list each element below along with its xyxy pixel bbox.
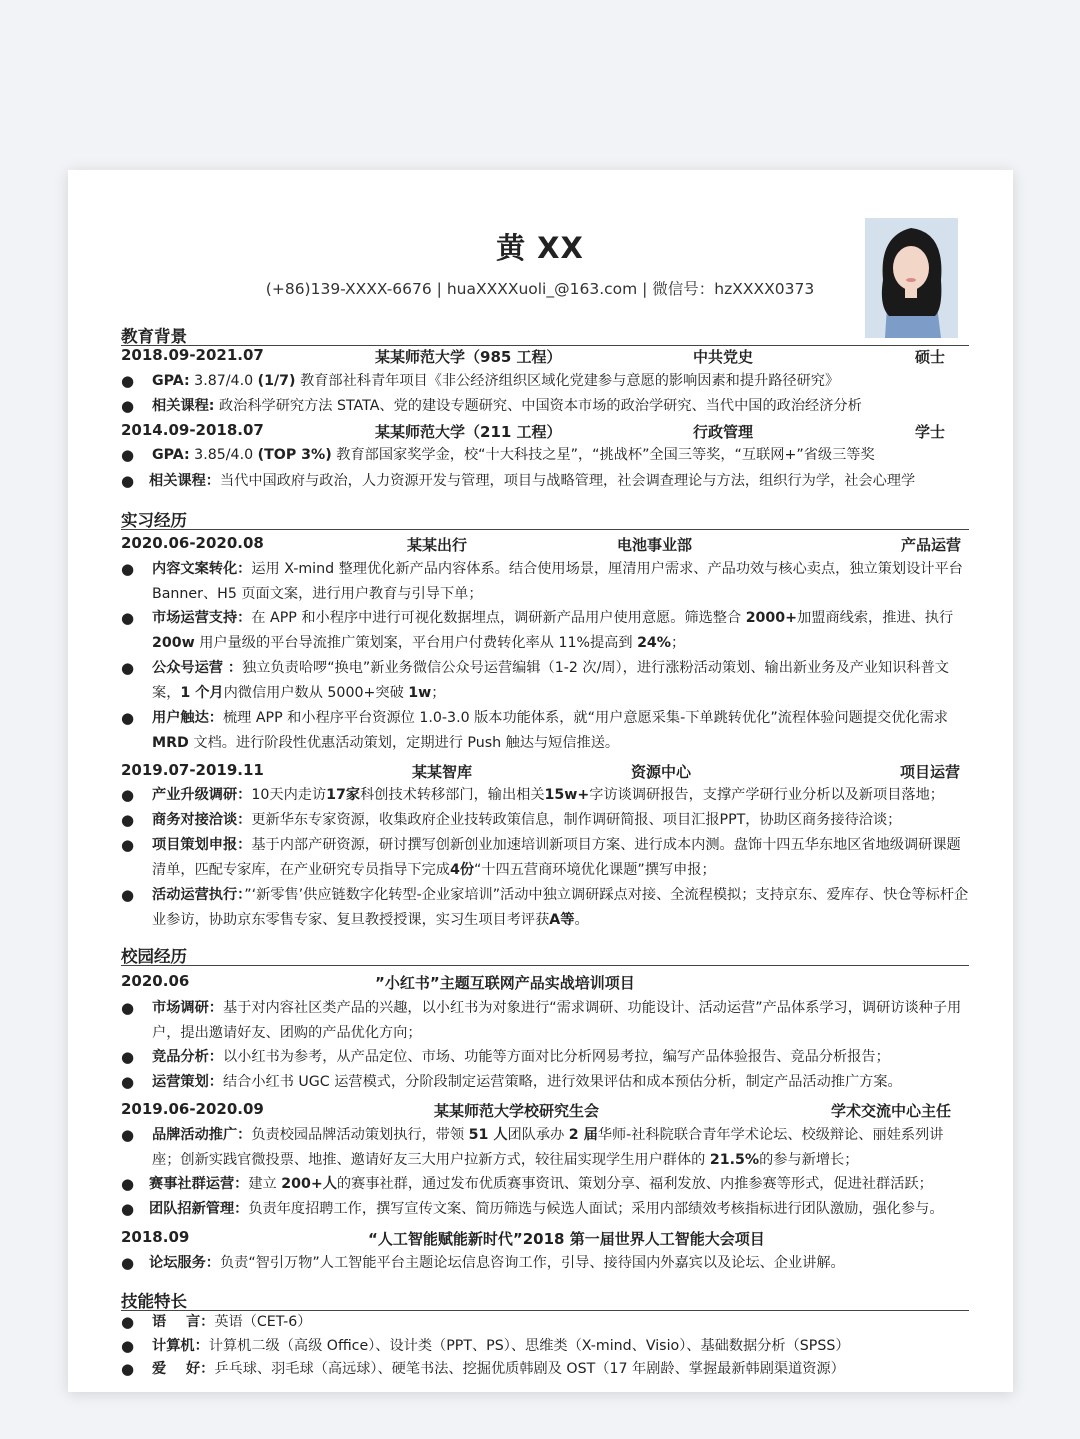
- item-label: GPA:: [152, 373, 190, 389]
- bullet-icon: ●: [121, 372, 135, 390]
- item-text: 英语（CET-6）: [214, 1314, 312, 1330]
- item-text: 负责校园品牌活动策划执行，带领: [251, 1127, 469, 1143]
- bullet-icon: ●: [121, 811, 135, 829]
- bullet-icon: ●: [121, 1073, 135, 1091]
- campus-org: 某某师范大学校研究生会: [434, 1102, 600, 1120]
- item-label: 市场运营支持：: [152, 610, 252, 626]
- item-strong: 1 个月: [180, 684, 224, 701]
- bullet-icon: ●: [121, 1360, 135, 1378]
- item-label: 商务对接洽谈：: [152, 812, 252, 828]
- item-label: 活动运营执行：: [152, 887, 245, 903]
- intern-dept: 电池事业部: [617, 536, 693, 554]
- item-text: 政治科学研究方法 STATA、党的建设专题研究、中国资本市场的政治学研究、当代中国的政治经济分析: [214, 398, 862, 414]
- item-text: “十四五营商环境优化课题”撰写申报；: [474, 861, 716, 878]
- item-text: 教育部社科青年项目《非公经济组织区域化党建参与意愿的影响因素和提升路径研究》: [295, 373, 840, 389]
- item-text: 基于对内容社区类产品的兴趣，以小红书为对象进行“需求调研、功能设计、活动运营”产品体系学习，调研访谈种子用户，提出邀请好友、团购的产品优化方向；: [152, 1000, 962, 1041]
- item-text: 内微信用户数从 5000+突破: [223, 684, 409, 701]
- section-education-title: 教育背景: [121, 327, 187, 346]
- item-strong: 51 人: [468, 1127, 508, 1143]
- item-text: 运用 X-mind 整理优化新产品内容体系。结合使用场景，厘清用户需求、产品功效与核心卖点，独立策划设计平台 Banner、H5 页面文案，进行用户教育与引导下单；: [152, 561, 963, 602]
- intern-company: 某某出行: [407, 536, 468, 554]
- item-label: 论坛服务：: [149, 1255, 220, 1271]
- item-text: 更新华东专家资源，收集政府企业技转政策信息，制作调研简报、项目汇报PPT，协助区商务接待洽谈；: [251, 812, 902, 828]
- item-label: 相关课程:: [152, 398, 215, 414]
- intern-entry-1: [121, 534, 969, 556]
- item-text: 团队承办: [507, 1127, 569, 1143]
- bullet-icon: ●: [121, 999, 135, 1017]
- item-label: 竞品分析：: [152, 1049, 223, 1065]
- item-text: ”‘新零售’供应链数字化转型-企业家培训”活动中独立调研踩点对接、全流程模拟；支持京东、爱库存、快仓等标杆企业参访，协助京东零售专家、复旦教授授课，实习生项目考评获: [152, 887, 969, 928]
- candidate-name: 黄 XX: [496, 231, 584, 265]
- item-strong: A等: [549, 911, 575, 928]
- item-text: 字访谈调研报告，支撑产学研行业分析以及新项目落地；: [589, 787, 944, 803]
- item-strong: MRD: [152, 734, 189, 751]
- item-text: 的参与新增长；: [759, 1151, 859, 1168]
- item-strong: (1/7): [257, 373, 296, 389]
- edu-degree: 学士: [915, 423, 946, 441]
- section-internship: [121, 502, 969, 530]
- edu-major: 中共党史: [693, 348, 754, 366]
- intern-role: 项目运营: [900, 763, 961, 781]
- section-campus: [121, 938, 969, 966]
- item-strong: 21.5%: [709, 1151, 760, 1168]
- item-label: GPA:: [152, 447, 190, 463]
- item-label: 相关课程：: [149, 473, 220, 489]
- campus-entry-3: [121, 1228, 969, 1250]
- item-label: 用户触达：: [152, 710, 223, 726]
- item-text: 以小红书为参考，从产品定位、市场、功能等方面对比分析网易考拉，编写产品体验报告、竞品分析报告；: [222, 1049, 890, 1065]
- item-text: 负责“智引万物”人工智能平台主题论坛信息咨询工作，引导、接待国内外嘉宾以及论坛、企业讲解。: [219, 1255, 845, 1271]
- item-text: 3.85/4.0: [189, 447, 258, 463]
- item-text: ；: [671, 634, 686, 651]
- item-label: 品牌活动推广：: [152, 1127, 252, 1143]
- edu-date: 2018.09-2021.07: [121, 346, 264, 364]
- item-text: 。: [574, 911, 589, 928]
- item-text: 梳理 APP 和小程序平台资源位 1.0-3.0 版本功能体系，就“用户意愿采集-下单跳转优化”流程体验问题提交优化需求: [222, 710, 948, 726]
- bullet-icon: ●: [121, 1200, 135, 1218]
- bullet-icon: ●: [121, 1337, 135, 1355]
- item-strong: 17家: [326, 787, 361, 803]
- bullet-icon: ●: [121, 1126, 135, 1144]
- item-text: 教育部国家奖学金，校“十大科技之星”，“挑战杯”全国三等奖，“互联网+”省级三等奖: [331, 447, 875, 463]
- section-internship-title: 实习经历: [121, 511, 187, 530]
- item-strong: 24%: [637, 634, 672, 651]
- campus-title: ”小红书”主题互联网产品实战培训项目: [375, 974, 635, 992]
- item-text: 3.87/4.0: [189, 373, 258, 389]
- edu-degree: 硕士: [915, 348, 946, 366]
- section-education: [121, 318, 969, 346]
- item-label: 公众号运营 ：: [152, 660, 243, 676]
- item-text: 文档。进行阶段性优惠活动策划，定期进行 Push 触达与短信推送。: [188, 734, 620, 751]
- section-skills-title: 技能特长: [121, 1292, 187, 1311]
- item-label: 运营策划：: [152, 1074, 223, 1090]
- bullet-icon: ●: [121, 659, 135, 677]
- bullet-icon: ●: [121, 609, 135, 627]
- item-text: 在 APP 和小程序中进行可视化数据埋点，调研新产品用户使用意愿。筛选整合: [251, 610, 746, 626]
- edu-school: 某某师范大学（985 工程）: [375, 348, 562, 366]
- item-text: 科创技术转移部门，输出相关: [360, 787, 545, 803]
- item-strong: 4份: [449, 861, 475, 878]
- item-label: 内容文案转化：: [152, 561, 252, 577]
- item-strong: 15w+: [544, 787, 590, 803]
- section-skills: [121, 1283, 969, 1311]
- item-text: 10天内走访: [251, 787, 327, 803]
- edu-date: 2014.09-2018.07: [121, 421, 264, 439]
- item-text: 的赛事社群，通过发布优质赛事资讯、策划分享、福利发放、内推参赛等形式，促进社群活跃；: [336, 1176, 933, 1192]
- intern-company: 某某智库: [412, 763, 473, 781]
- campus-title: “人工智能赋能新时代”2018 第一届世界人工智能大会项目: [368, 1230, 765, 1248]
- campus-date: 2019.06-2020.09: [121, 1100, 264, 1118]
- item-label: 爱 好：: [152, 1361, 215, 1377]
- item-text: ；: [431, 684, 446, 701]
- item-strong: 2 届: [568, 1127, 598, 1143]
- item-strong: 200w: [152, 634, 195, 651]
- intern-date: 2020.06-2020.08: [121, 534, 264, 552]
- item-text: 计算机二级（高级 Office）、设计类（PPT、PS）、思维类（X-mind、Visio）、基础数据分析（SPSS）: [208, 1338, 850, 1354]
- contact-info: (+86)139-XXXX-6676 | huaXXXXuoli_@163.com | 微信号：hzXXXX0373: [265, 280, 815, 298]
- campus-date: 2018.09: [121, 1228, 190, 1246]
- item-strong: 2000+: [745, 610, 798, 626]
- item-label: 语 言：: [152, 1314, 215, 1330]
- item-text: 独立负责哈啰“换电”新业务微信公众号运营编辑（1-2 次/周），进行涨粉活动策划、输出新业务及产业知识科普文案，: [152, 660, 949, 701]
- campus-date: 2020.06: [121, 972, 190, 990]
- edu-entry-1: [121, 346, 969, 368]
- bullet-icon: ●: [121, 886, 135, 904]
- item-text: 建立: [248, 1176, 282, 1192]
- bullet-icon: ●: [121, 472, 135, 490]
- section-campus-title: 校园经历: [121, 947, 187, 966]
- edu-major: 行政管理: [693, 423, 754, 441]
- item-text: 乒乓球、羽毛球（高远球）、硬笔书法、挖掘优质韩剧及 OST（17 年剧龄、掌握最新韩剧渠道资源）: [214, 1361, 845, 1377]
- bullet-icon: ●: [121, 560, 135, 578]
- intern-date: 2019.07-2019.11: [121, 761, 264, 779]
- edu-school: 某某师范大学（211 工程）: [375, 423, 562, 441]
- intern-role: 产品运营: [901, 536, 962, 554]
- item-text: 加盟商线索，推进、执行: [797, 610, 954, 626]
- item-text: 当代中国政府与政治，人力资源开发与管理，项目与战略管理，社会调查理论与方法，组织行为学，社会心理学: [219, 473, 916, 489]
- item-label: 赛事社群运营：: [149, 1176, 249, 1192]
- item-label: 市场调研：: [152, 1000, 223, 1016]
- item-label: 项目策划申报：: [152, 837, 252, 853]
- campus-entry-1: [121, 972, 969, 994]
- item-strong: 1w: [408, 684, 432, 701]
- bullet-icon: ●: [121, 836, 135, 854]
- bullet-icon: ●: [121, 1048, 135, 1066]
- item-strong: 200+人: [281, 1176, 337, 1192]
- item-text: 结合小红书 UGC 运营模式，分阶段制定运营策略，进行效果评估和成本预估分析，制定产品活动推广方案。: [222, 1074, 902, 1090]
- item-label: 产业升级调研：: [152, 787, 252, 803]
- bullet-icon: ●: [121, 446, 135, 464]
- intern-dept: 资源中心: [631, 763, 692, 781]
- item-label: 计算机：: [152, 1338, 209, 1354]
- bullet-icon: ●: [121, 397, 135, 415]
- item-text: 基于内部产研资源，研讨撰写创新创业加速培训新项目方案、进行成本内测。盘饰十四五华东地区省地级调研课题清单，匹配专家库，在产业研究专员指导下完成: [152, 837, 961, 878]
- item-strong: (TOP 3%): [257, 447, 332, 463]
- campus-entry-2: [121, 1100, 969, 1122]
- bullet-icon: ●: [121, 1175, 135, 1193]
- bullet-icon: ●: [121, 1313, 135, 1331]
- item-text: 用户量级的平台导流推广策划案，平台用户付费转化率从 11%提高到: [194, 634, 638, 651]
- bullet-icon: ●: [121, 1254, 135, 1272]
- item-label: 团队招新管理：: [149, 1201, 249, 1217]
- item-text: 华师-社科院联合青年学术论坛、校级辩论、丽娃系列讲座；创新实践官微投票、地推、邀请好友三大用户拉新方式，较往届实现学生用户群体的: [152, 1127, 944, 1168]
- campus-role: 学术交流中心主任: [831, 1102, 952, 1120]
- item-text: 负责年度招聘工作，撰写宣传文案、简历筛选与候选人面试；采用内部绩效考核指标进行团队激励，强化参与。: [248, 1201, 944, 1217]
- bullet-icon: ●: [121, 786, 135, 804]
- intern-entry-2: [121, 761, 969, 783]
- bullet-icon: ●: [121, 709, 135, 727]
- edu-entry-2: [121, 421, 969, 443]
